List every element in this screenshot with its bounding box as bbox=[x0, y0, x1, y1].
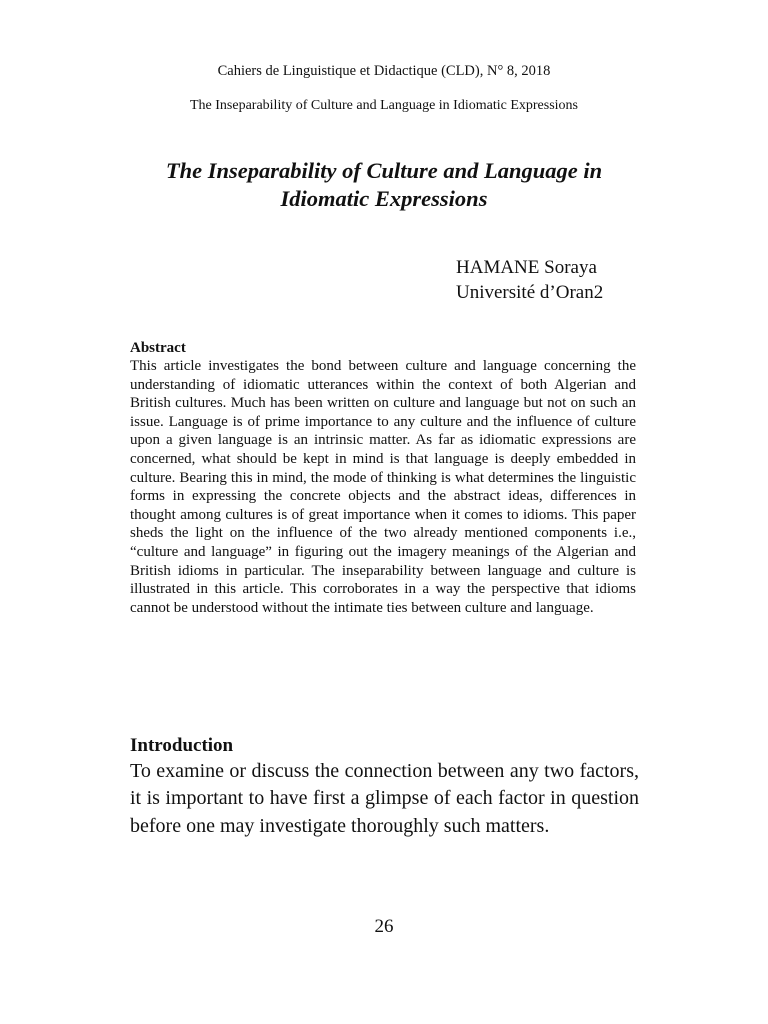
abstract-body: This article investigates the bond between culture and language concerning the understanding of idiomatic utterances within the context of both Algerian and British cultures. Much has been written on culture and language but not on such an issue. Language is of prime importance to any culture and the influence of culture upon a given language is an intrinsic matter. As far as idiomatic expressions are concerned, what should be kept in mind is that language is deeply embedded in culture. Bearing this in mind, the mode of thinking is what determines the linguistic forms in expressing the concrete objects and the abstract ideas, differences in thought among cultures is of great importance when it comes to idioms. This paper sheds the light on the influence of the two already mentioned components i.e., “culture and language” in figuring out the imagery meanings of the Algerian and British idioms in particular. The inseparability between language and culture is illustrated in this article. This corroborates in a way the perspective that idioms cannot be understood without the intimate ties between culture and language. bbox=[130, 358, 636, 616]
abstract-section bbox=[130, 339, 636, 617]
author-affiliation: Université d’Oran2 bbox=[456, 282, 604, 303]
journal-header: Cahiers de Linguistique et Didactique (CLD), N° 8, 2018 bbox=[217, 63, 551, 79]
page-number: 26 bbox=[374, 916, 394, 937]
introduction-body: To examine or discuss the connection between any two factors, it is important to have first a glimpse of each factor in question before one may investigate thoroughly such matters. bbox=[130, 760, 639, 837]
article-title-line-1: The Inseparability of Culture and Language in bbox=[165, 158, 603, 183]
article-title bbox=[84, 157, 684, 213]
abstract-heading: Abstract bbox=[130, 340, 186, 356]
author-block bbox=[456, 255, 603, 305]
introduction-heading: Introduction bbox=[130, 735, 234, 756]
introduction-section bbox=[130, 735, 639, 840]
author-name: HAMANE Soraya bbox=[456, 257, 597, 278]
running-title: The Inseparability of Culture and Language in Idiomatic Expressions bbox=[189, 98, 578, 113]
article-title-line-2: Idiomatic Expressions bbox=[280, 186, 488, 211]
